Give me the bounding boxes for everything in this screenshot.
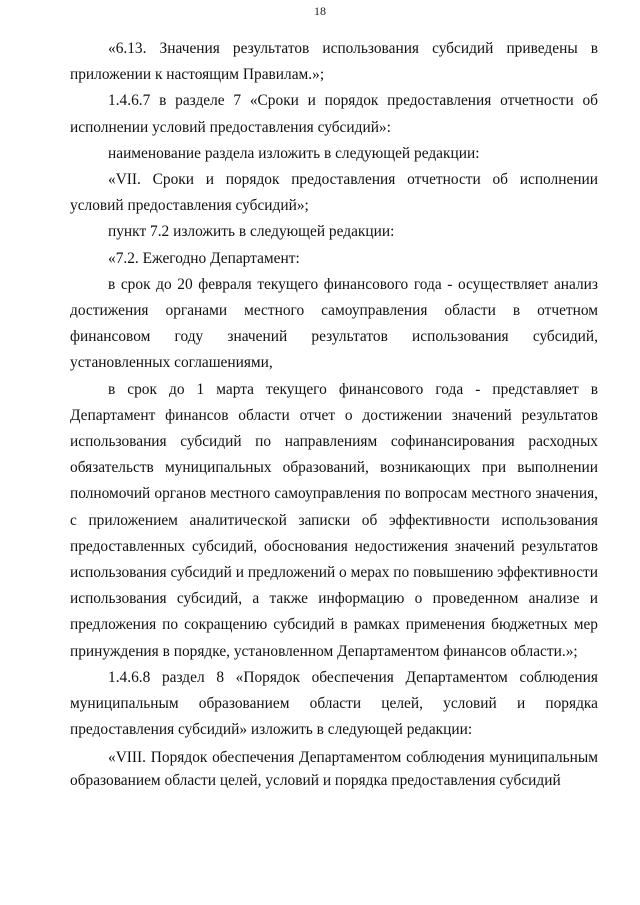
paragraph: «VIII. Порядок обеспечения Департаментом соблюдения муниципальным образованием области целей, условий и порядка предоставления субсидий — [70, 749, 598, 790]
paragraph: «VII. Сроки и порядок предоставления отчетности об исполнении условий предоставления субсидий»; — [70, 171, 598, 215]
paragraph: «7.2. Ежегодно Департамент: — [108, 249, 300, 267]
paragraph: пункт 7.2 изложить в следующей редакции: — [108, 223, 395, 241]
page-number: 18 — [314, 4, 326, 18]
paragraph: 1.4.6.8 раздел 8 «Порядок обеспечения Департаментом соблюдения муниципальным образованием области целей, условий и порядка предоставления субсидий» изложить в следующей редакции: — [70, 668, 598, 739]
paragraph: «6.13. Значения результатов использования субсидий приведены в приложении к настоящим Правилам.»; — [70, 40, 598, 84]
paragraph: наименование раздела изложить в следующей редакции: — [108, 144, 480, 162]
paragraph: в срок до 20 февраля текущего финансового года - осуществляет анализ достижения органами местного самоуправления области в отчетном финансовом году значений результатов использования субсидий, установленных соглашениями, — [70, 275, 598, 372]
paragraph: 1.4.6.7 в разделе 7 «Сроки и порядок предоставления отчетности об исполнении условий предоставления субсидий»: — [70, 92, 598, 136]
paragraph: в срок до 1 марта текущего финансового года - представляет в Департамент финансов области отчет о достижении значений результатов использования субсидий по направлениям софинансирования расходных обязательств муниципальных образований, возникающих при выполнении полномочий органов местного самоуправления по вопросам местного значения, с приложением аналитической записки об эффективности использования предоставленных субсидий, обоснования недостижения значений результатов использования субсидий и предложений о мерах по повышению эффективности использования субсидий, а также информацию о проведенном анализе и предложения по сокращению субсидий в рамках применения бюджетных мер принуждения в порядке, установленном Департаментом финансов области.»; — [70, 380, 598, 660]
document-body — [70, 36, 598, 792]
